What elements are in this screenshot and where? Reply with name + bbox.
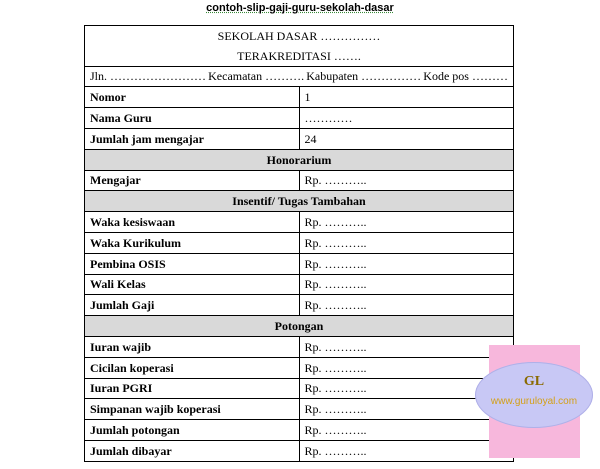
- row-label-waka-kurikulum: Waka Kurikulum: [85, 232, 300, 253]
- table-row: [85, 128, 514, 149]
- section-honorarium: Honorarium: [85, 149, 514, 170]
- salary-slip-table: [84, 25, 514, 462]
- row-value-cicilan-koperasi: Rp. ………..: [299, 357, 514, 378]
- row-value-wali-kelas: Rp. ………..: [299, 274, 514, 295]
- table-row: [85, 253, 514, 274]
- watermark-initials: GL: [523, 374, 545, 389]
- address-district: Kecamatan ……….: [208, 69, 305, 84]
- watermark-url: www.guruloyal.com: [490, 396, 578, 407]
- table-row: [85, 440, 514, 461]
- table-row: [85, 399, 514, 420]
- table-row: [85, 212, 514, 233]
- section-potongan: Potongan: [85, 316, 514, 337]
- row-value-pembina-osis: Rp. ………..: [299, 253, 514, 274]
- row-label-simpanan-wajib: Simpanan wajib koperasi: [85, 399, 300, 420]
- table-row: [85, 295, 514, 316]
- row-value-nama-guru: …………: [299, 108, 514, 129]
- row-value-mengajar: Rp. ………..: [299, 170, 514, 191]
- school-name: SEKOLAH DASAR ……………: [85, 26, 514, 46]
- row-label-pembina-osis: Pembina OSIS: [85, 253, 300, 274]
- row-label-waka-kesiswaan: Waka kesiswaan: [85, 212, 300, 233]
- row-label-nomor: Nomor: [85, 87, 300, 108]
- document-title: contoh-slip-gaji-guru-sekolah-dasar: [206, 2, 394, 14]
- table-row: [85, 420, 514, 441]
- table-row: [85, 232, 514, 253]
- table-row: [85, 87, 514, 108]
- row-value-jumlah-potongan: Rp. ………..: [299, 420, 514, 441]
- watermark-logo: [475, 362, 593, 428]
- row-value-waka-kesiswaan: Rp. ………..: [299, 212, 514, 233]
- row-value-jam-mengajar: 24: [299, 128, 514, 149]
- row-value-nomor: 1: [299, 87, 514, 108]
- row-value-jumlah-gaji: Rp. ………..: [299, 295, 514, 316]
- row-label-mengajar: Mengajar: [85, 170, 300, 191]
- row-label-jumlah-potongan: Jumlah potongan: [85, 420, 300, 441]
- section-insentif: Insentif/ Tugas Tambahan: [85, 191, 514, 212]
- accreditation: TERAKREDITASI …….: [85, 46, 514, 66]
- table-row: [85, 108, 514, 129]
- row-label-iuran-pgri: Iuran PGRI: [85, 378, 300, 399]
- address-regency: Kabupaten ……………: [306, 69, 422, 84]
- table-row: [85, 336, 514, 357]
- row-label-jumlah-dibayar: Jumlah dibayar: [85, 440, 300, 461]
- table-row: [85, 170, 514, 191]
- row-label-jam-mengajar: Jumlah jam mengajar: [85, 128, 300, 149]
- row-value-iuran-pgri: Rp. ………..: [299, 378, 514, 399]
- row-label-wali-kelas: Wali Kelas: [85, 274, 300, 295]
- row-value-iuran-wajib: Rp. ………..: [299, 336, 514, 357]
- table-row: [85, 274, 514, 295]
- address-postal: Kode pos ………: [423, 69, 508, 84]
- row-label-jumlah-gaji: Jumlah Gaji: [85, 295, 300, 316]
- table-row: [85, 357, 514, 378]
- row-label-iuran-wajib: Iuran wajib: [85, 336, 300, 357]
- row-value-waka-kurikulum: Rp. ………..: [299, 232, 514, 253]
- row-value-simpanan-wajib: Rp. ………..: [299, 399, 514, 420]
- table-row: [85, 378, 514, 399]
- row-label-cicilan-koperasi: Cicilan koperasi: [85, 357, 300, 378]
- row-value-jumlah-dibayar: Rp. ………..: [299, 440, 514, 461]
- school-address: [85, 66, 514, 87]
- row-label-nama-guru: Nama Guru: [85, 108, 300, 129]
- address-street: Jln. ……………………: [90, 69, 207, 84]
